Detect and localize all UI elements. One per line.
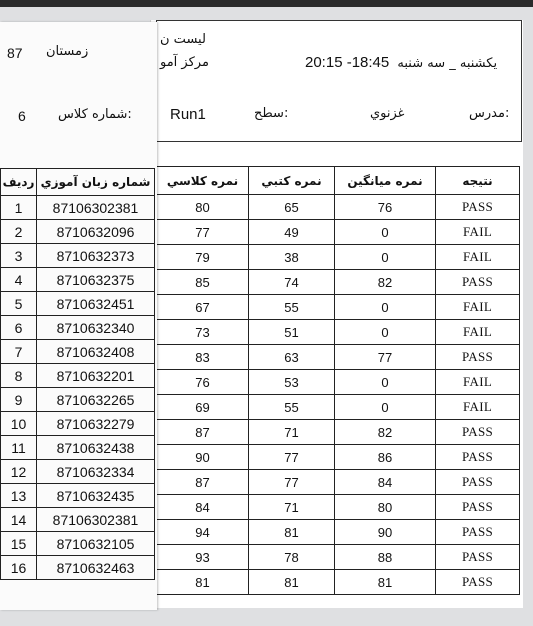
- row-number: 14: [1, 508, 37, 532]
- result: FAIL: [436, 245, 520, 270]
- score-row: [157, 545, 520, 570]
- student-id: 8710632096: [37, 220, 155, 244]
- student-row: [1, 388, 155, 412]
- average-score: 88: [335, 545, 436, 570]
- row-number: 1: [1, 196, 37, 220]
- center-fragment: مرکز آمو: [160, 55, 209, 70]
- average-score: 0: [335, 245, 436, 270]
- score-row: [157, 470, 520, 495]
- written-score: 65: [249, 195, 335, 220]
- row-number: 8: [1, 364, 37, 388]
- class-score: 80: [157, 195, 249, 220]
- result: FAIL: [436, 295, 520, 320]
- scores-table: [156, 166, 520, 595]
- score-row: [157, 420, 520, 445]
- col-row-number: رديف: [1, 169, 37, 196]
- written-score: 81: [249, 570, 335, 595]
- col-class-score: نمره كلاسي: [157, 167, 249, 195]
- class-score: 73: [157, 320, 249, 345]
- col-result: نتيجه: [436, 167, 520, 195]
- class-score: 69: [157, 395, 249, 420]
- average-score: 0: [335, 220, 436, 245]
- score-row: [157, 370, 520, 395]
- student-row: [1, 244, 155, 268]
- result: PASS: [436, 470, 520, 495]
- scores-header-row: [157, 167, 520, 195]
- season: زمستان: [46, 44, 89, 59]
- student-id: 8710632451: [37, 292, 155, 316]
- col-written-score: نمره كتبي: [249, 167, 335, 195]
- class-score: 76: [157, 370, 249, 395]
- average-score: 81: [335, 570, 436, 595]
- result: PASS: [436, 495, 520, 520]
- row-number: 16: [1, 556, 37, 580]
- student-id: 8710632340: [37, 316, 155, 340]
- written-score: 55: [249, 395, 335, 420]
- written-score: 71: [249, 495, 335, 520]
- student-id: 8710632373: [37, 244, 155, 268]
- score-row: [157, 445, 520, 470]
- student-row: [1, 220, 155, 244]
- class-score: 87: [157, 420, 249, 445]
- student-id: 8710632408: [37, 340, 155, 364]
- row-number: 7: [1, 340, 37, 364]
- top-dark-strip: [0, 0, 533, 7]
- written-score: 63: [249, 345, 335, 370]
- student-row: [1, 292, 155, 316]
- result: FAIL: [436, 395, 520, 420]
- row-number: 5: [1, 292, 37, 316]
- average-score: 77: [335, 345, 436, 370]
- year: 87: [7, 45, 23, 61]
- average-score: 82: [335, 270, 436, 295]
- student-row: [1, 268, 155, 292]
- student-id: 8710632463: [37, 556, 155, 580]
- class-score: 81: [157, 570, 249, 595]
- result: PASS: [436, 270, 520, 295]
- row-number: 4: [1, 268, 37, 292]
- student-row: [1, 508, 155, 532]
- written-score: 71: [249, 420, 335, 445]
- written-score: 78: [249, 545, 335, 570]
- result: PASS: [436, 445, 520, 470]
- written-score: 51: [249, 320, 335, 345]
- result: PASS: [436, 545, 520, 570]
- level-label: سطح:: [254, 106, 289, 121]
- score-row: [157, 345, 520, 370]
- result: PASS: [436, 195, 520, 220]
- teacher-value: غزنوي: [370, 106, 405, 121]
- student-row: [1, 316, 155, 340]
- average-score: 84: [335, 470, 436, 495]
- row-number: 15: [1, 532, 37, 556]
- students-header-row: [1, 169, 155, 196]
- average-score: 80: [335, 495, 436, 520]
- row-number: 10: [1, 412, 37, 436]
- class-number-label: شماره کلاس:: [58, 107, 132, 122]
- written-score: 49: [249, 220, 335, 245]
- student-id: 8710632438: [37, 436, 155, 460]
- row-number: 2: [1, 220, 37, 244]
- student-row: [1, 412, 155, 436]
- student-id: 87106302381: [37, 508, 155, 532]
- class-score: 93: [157, 545, 249, 570]
- level-value: Run1: [170, 106, 206, 123]
- score-row: [157, 220, 520, 245]
- student-row: [1, 436, 155, 460]
- student-id: 8710632265: [37, 388, 155, 412]
- time-range: 20:15 -18:45: [305, 54, 390, 71]
- class-number-value: 6: [18, 108, 26, 124]
- result: FAIL: [436, 320, 520, 345]
- score-row: [157, 320, 520, 345]
- schedule-line: [305, 54, 497, 71]
- student-id: 8710632201: [37, 364, 155, 388]
- average-score: 90: [335, 520, 436, 545]
- student-row: [1, 364, 155, 388]
- student-id: 8710632375: [37, 268, 155, 292]
- average-score: 76: [335, 195, 436, 220]
- student-id: 8710632105: [37, 532, 155, 556]
- result: PASS: [436, 420, 520, 445]
- written-score: 77: [249, 470, 335, 495]
- score-row: [157, 245, 520, 270]
- average-score: 0: [335, 320, 436, 345]
- class-score: 87: [157, 470, 249, 495]
- written-score: 55: [249, 295, 335, 320]
- student-id: 8710632334: [37, 460, 155, 484]
- schedule-days: یکشنبه _ سه شنبه: [397, 56, 498, 71]
- students-table: [0, 168, 155, 580]
- average-score: 0: [335, 370, 436, 395]
- student-row: [1, 340, 155, 364]
- result: FAIL: [436, 370, 520, 395]
- average-score: 86: [335, 445, 436, 470]
- written-score: 38: [249, 245, 335, 270]
- score-row: [157, 395, 520, 420]
- class-score: 67: [157, 295, 249, 320]
- student-id: 87106302381: [37, 196, 155, 220]
- class-score: 83: [157, 345, 249, 370]
- class-score: 77: [157, 220, 249, 245]
- average-score: 0: [335, 395, 436, 420]
- student-id: 8710632279: [37, 412, 155, 436]
- student-row: [1, 556, 155, 580]
- written-score: 77: [249, 445, 335, 470]
- row-number: 11: [1, 436, 37, 460]
- score-row: [157, 495, 520, 520]
- class-score: 85: [157, 270, 249, 295]
- row-number: 12: [1, 460, 37, 484]
- teacher-label: مدرس:: [469, 106, 510, 121]
- result: PASS: [436, 520, 520, 545]
- average-score: 82: [335, 420, 436, 445]
- written-score: 74: [249, 270, 335, 295]
- student-row: [1, 532, 155, 556]
- class-score: 84: [157, 495, 249, 520]
- class-score: 79: [157, 245, 249, 270]
- class-score: 94: [157, 520, 249, 545]
- average-score: 0: [335, 295, 436, 320]
- row-number: 6: [1, 316, 37, 340]
- result: PASS: [436, 345, 520, 370]
- written-score: 81: [249, 520, 335, 545]
- class-score: 90: [157, 445, 249, 470]
- list-title-fragment: لیست ن: [160, 32, 206, 47]
- row-number: 3: [1, 244, 37, 268]
- score-row: [157, 195, 520, 220]
- score-row: [157, 295, 520, 320]
- row-number: 13: [1, 484, 37, 508]
- written-score: 53: [249, 370, 335, 395]
- col-student-id: شماره زبان آموزي: [37, 169, 155, 196]
- result: FAIL: [436, 220, 520, 245]
- student-row: [1, 484, 155, 508]
- row-number: 9: [1, 388, 37, 412]
- col-average-score: نمره ميانگين: [335, 167, 436, 195]
- student-row: [1, 460, 155, 484]
- score-row: [157, 570, 520, 595]
- student-row: [1, 196, 155, 220]
- score-row: [157, 270, 520, 295]
- result: PASS: [436, 570, 520, 595]
- student-id: 8710632435: [37, 484, 155, 508]
- score-row: [157, 520, 520, 545]
